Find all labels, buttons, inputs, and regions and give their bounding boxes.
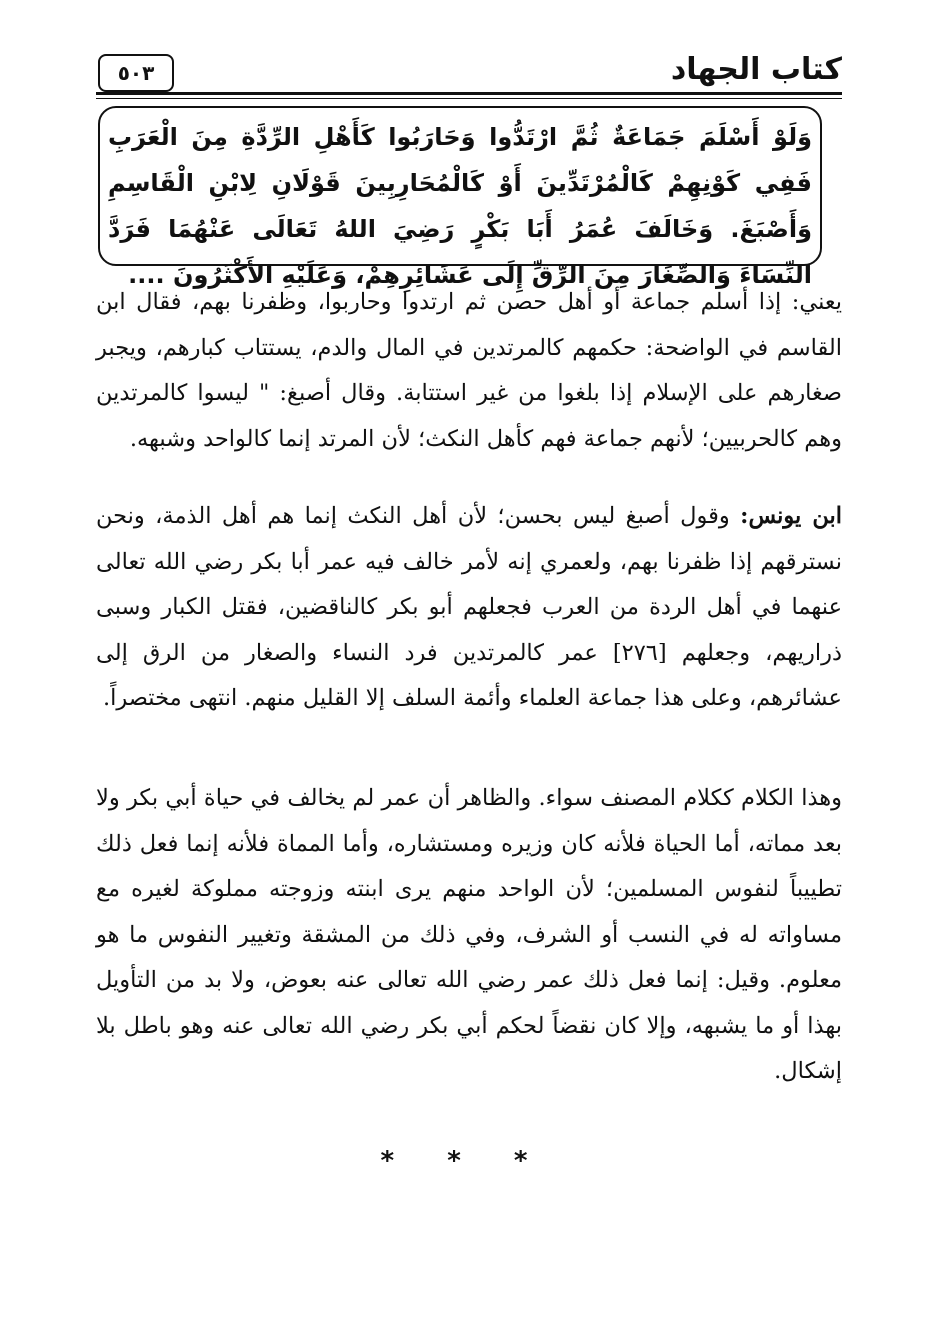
commentary-paragraph-3: وهذا الكلام ككلام المصنف سواء. والظاهر أن عمر لم يخالف في حياة أبي بكر ولا بعد مماته، أما الحياة فلأنه كان وزيره ومستشاره، وأما المماة فلأنه إنما فعل ذلك تطييباً لنفوس المسلمين؛ لأن الواحد منهم يرى ابنته وزوجته مملوكة لغيره مع مساواته له في النسب أو الشرف، وفي ذلك من المشقة وتغيير النفوس ما هو معلوم. وقيل: إنما فعل ذلك عمر رضي الله تعالى عنه بعوض، ولا بد من التأويل بهذا أو ما يشبهه، وإلا كان نقضاً لحكم أبي بكر رضي الله تعالى عنه وهو باطل بلا إشكال. xyxy=(96,785,842,1084)
scholar-name: ابن يونس: xyxy=(740,503,842,529)
matn-box xyxy=(98,106,822,289)
matn-text: وَلَوْ أَسْلَمَ جَمَاعَةٌ ثُمَّ ارْتَدُّوا وَحَارَبُوا كَأَهْلِ الرِّدَّةِ مِنَ الْعَرَبِ فَفِي كَوْنِهِمْ كَالْمُرْتَدِّينَ أَوْ كَالْمُحَارِبِينَ قَوْلَانِ لِابْنِ الْقَاسِمِ وَأَصْبَغَ. وَخَالَفَ عُمَرُ أَبَا بَكْرٍ رَضِيَ اللهُ تَعَالَى عَنْهُمَا فَرَدَّ النِّسَاءَ وَالصِّغَارَ مِنَ الرِّقِّ إِلَى عَشَائِرِهِمْ، وَعَلَيْهِ الأَكْثَرُونَ .... xyxy=(108,123,812,289)
commentary-paragraph-2-text: وقول أصبغ ليس بحسن؛ لأن أهل النكث إنما هم أهل الذمة، ونحن نسترقهم إذا ظفرنا بهم، ولعمري إنه لأمر خالف فيه عمر أبا بكر رضي الله تعالى عنهما في أهل الردة من العرب فجعلهم أبو بكر كالناقضين، فقتل الكبار وسبى ذراريهم، وجعلهم [٢٧٦] عمر كالمرتدين فرد النساء والصغار من الرق إلى عشائرهم، وعلى هذا جماعة العلماء وأئمة السلف إلا القليل منهم. انتهى مختصراً. xyxy=(96,503,842,711)
page-header xyxy=(96,50,842,100)
commentary-paragraph-2 xyxy=(96,494,842,722)
header-rule-thin xyxy=(96,98,842,99)
commentary-paragraph-1: يعني: إذا أسلم جماعة أو أهل حصن ثم ارتدوا وحاربوا، وظفرنا بهم، فقال ابن القاسم في الواضحة: حكمهم كالمرتدين في المال والدم، يستتاب كبارهم، ويجبر صغارهم على الإسلام إذا بلغوا من غير استتابة. وقال أصبغ: " ليسوا كالمرتدين وهم كالحربيين؛ لأنهم جماعة فهم كأهل النكث؛ لأن المرتد إنما كالواحد وشبهه. xyxy=(96,289,842,452)
header-rule xyxy=(96,92,842,95)
book-title: كتاب الجهاد xyxy=(670,52,842,87)
section-separator: * * * xyxy=(380,1146,550,1176)
page-number: ٥٠٣ xyxy=(98,54,174,92)
